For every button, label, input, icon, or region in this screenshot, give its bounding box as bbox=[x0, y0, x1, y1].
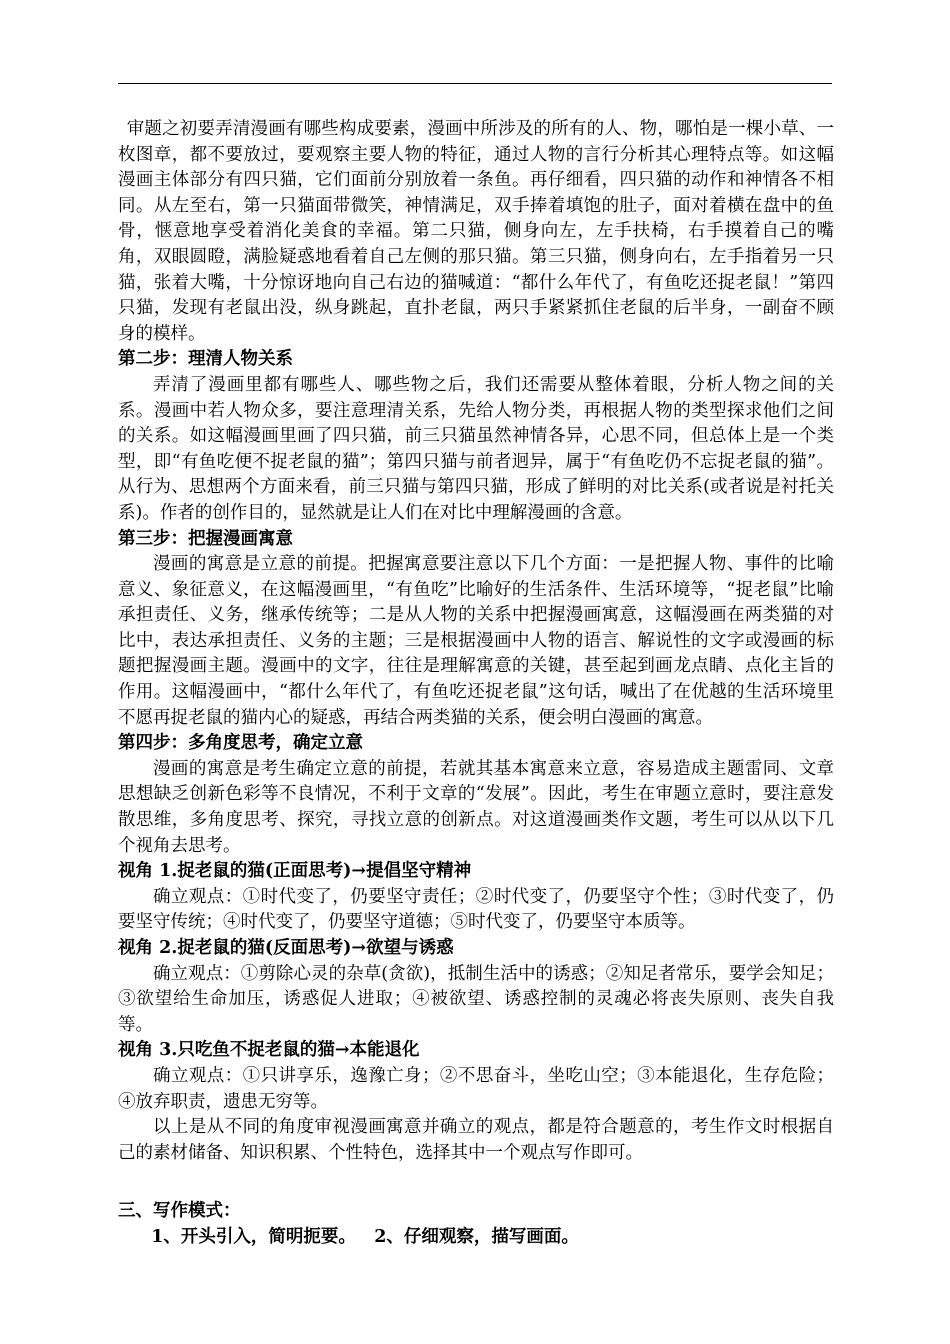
step2-heading: 第二步：理清人物关系 bbox=[118, 349, 293, 370]
view2-heading: 视角 2.捉老鼠的猫(反面思考)→欲望与诱惑 bbox=[118, 938, 454, 958]
view1-body: 确立观点：①时代变了，仍要坚守责任；②时代变了，仍要坚守个性；③时代变了，仍要坚守传统；④时代变了，仍要坚守道德；⑤时代变了，仍要坚守本质等。 bbox=[118, 886, 834, 933]
section-gap bbox=[118, 1166, 834, 1199]
view3-heading: 视角 3.只吃鱼不捉老鼠的猫→本能退化 bbox=[118, 1040, 420, 1061]
header-rule bbox=[118, 83, 832, 84]
paragraph-step1-body: 审题之初要弄清漫画有哪些构成要素，漫画中所涉及的所有的人、物，哪怕是一棵小草、一枚图章，都不要放过，要观察主要人物的特征，通过人物的言行分析其心理特点等。如这幅漫画主体部分有四只猫，它们面前分别放着一条鱼。再仔细看，四只猫的动作和神情各不相同。从左至右，第一只猫面带微笑，神情满足，双手捧着填饱的肚子，面对着横在盘中的鱼骨，惬意地享受着消化美食的幸福。第二只猫，侧身向左，左手扶椅，右手摸着自己的嘴角，双眼圆瞪，满脸疑惑地看着自己左侧的那只猫。第三只猫，侧身向右，左手指着另一只猫，张着大嘴，十分惊讶地向自己右边的猫喊道：“都什么年代了，有鱼吃还捉老鼠！”第四只猫，发现有老鼠出没，纵身跳起，直扑老鼠，两只手紧紧抓住老鼠的后半身，一副奋不顾身的模样。 bbox=[118, 119, 834, 344]
step3-heading: 第三步：把握漫画寓意 bbox=[118, 528, 293, 549]
view1-heading: 视角 1.捉老鼠的猫(正面思考)→提倡坚守精神 bbox=[118, 861, 472, 882]
section3-heading: 三、写作模式： bbox=[118, 1201, 241, 1222]
section3-items: 1、开头引入，简明扼要。 2、仔细观察，描写画面。 bbox=[151, 1226, 579, 1247]
view3-body: 确立观点：①只讲享乐，逸豫亡身；②不思奋斗，坐吃山空；③本能退化，生存危险；④放弃职责，遗患无穷等。 bbox=[118, 1065, 834, 1112]
paragraph-summary: 以上是从不同的角度审视漫画寓意并确立的观点，都是符合题意的，考生作文时根据自己的素材储备、知识积累、个性特色，选择其中一个观点写作即可。 bbox=[118, 1117, 834, 1163]
paragraph-step4-body: 漫画的寓意是考生确定立意的前提，若就其基本寓意来立意，容易造成主题雷同、文章思想缺乏创新色彩等不良情况，不利于文章的“发展”。因此，考生在审题立意时，要注意发散思维，多角度思考、探究，寻找立意的创新点。对这道漫画类作文题，考生可以从以下几个视角去思考。 bbox=[118, 758, 834, 856]
paragraph-step3-body: 漫画的寓意是立意的前提。把握寓意要注意以下几个方面：一是把握人物、事件的比喻意义、象征意义，在这幅漫画里，“有鱼吃”比喻好的生活条件、生活环境等，“捉老鼠”比喻承担责任、义务，继承传统等；二是从人物的关系中把握漫画寓意，这幅漫画在两类猫的对比中，表达承担责任、义务的主题；三是根据漫画中人物的语言、解说性的文字或漫画的标题把握漫画主题。漫画中的文字，往往是理解寓意的关键，甚至起到画龙点睛、点化主旨的作用。这幅漫画中，“都什么年代了，有鱼吃还捉老鼠”这句话，喊出了在优越的生活环境里不愿再捉老鼠的猫内心的疑惑，再结合两类猫的关系，便会明白漫画的寓意。 bbox=[118, 554, 834, 728]
document-body bbox=[118, 117, 834, 1251]
paragraph-step2-body: 弄清了漫画里都有哪些人、哪些物之后，我们还需要从整体着眼，分析人物之间的关系。漫画中若人物众多，要注意理清关系，先给人物分类，再根据人物的类型探求他们之间的关系。如这幅漫画里画了四只猫，前三只猫虽然神情各异，心思不同，但总体上是一个类型，即“有鱼吃便不捉老鼠的猫”；第四只猫与前者迥异，属于“有鱼吃仍不忘捉老鼠的猫”。从行为、思想两个方面来看，前三只猫与第四只猫，形成了鲜明的对比关系(或者说是衬托关系)。作者的创作目的，显然就是让人们在对比中理解漫画的含意。 bbox=[118, 374, 834, 523]
step4-heading: 第四步：多角度思考，确定立意 bbox=[118, 733, 363, 754]
view2-body: 确立观点：①剪除心灵的杂草(贪欲)，抵制生活中的诱惑；②知足者常乐，要学会知足；③欲望给生命加压，诱惑促人进取；④被欲望、诱惑控制的灵魂必将丧失原则、丧失自我等。 bbox=[118, 963, 834, 1035]
